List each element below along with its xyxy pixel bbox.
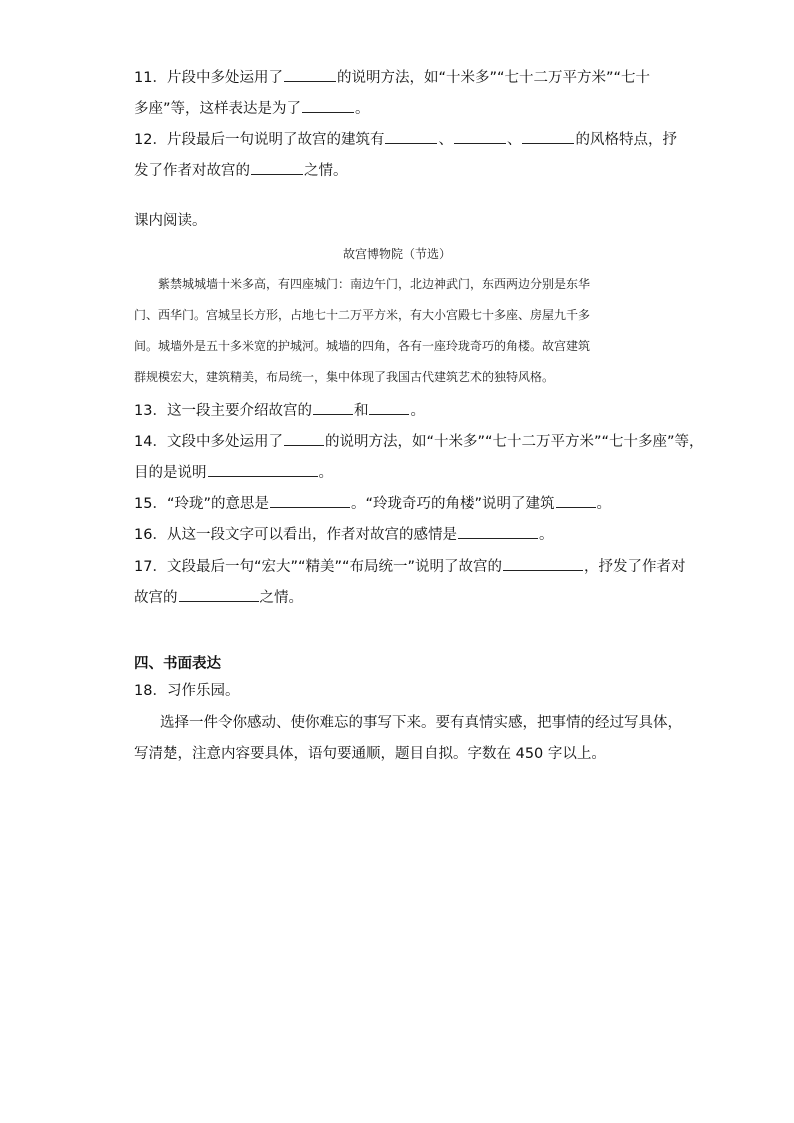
answer-blank[interactable]	[313, 400, 353, 415]
question-15	[134, 493, 674, 514]
answer-blank[interactable]	[284, 67, 336, 82]
question-14-line-2	[134, 462, 674, 483]
q11-text-d: 。	[355, 101, 370, 117]
question-18: 18．习作乐园。	[134, 683, 240, 699]
question-11-line-2	[134, 98, 674, 119]
answer-blank[interactable]	[503, 556, 583, 571]
question-16	[134, 524, 674, 545]
writing-prompt-line-2: 写清楚，注意内容要具体，语句要通顺，题目自拟。字数在 450 字以上。	[134, 746, 606, 762]
answer-blank[interactable]	[179, 587, 259, 602]
question-11-line-1	[134, 67, 674, 88]
section-heading: 四、书面表达	[134, 656, 221, 672]
q17-text-c: 故宫的	[134, 590, 178, 606]
answer-blank[interactable]	[284, 431, 324, 446]
q13-text-b: 和	[353, 403, 369, 419]
q12-text-c: 发了作者对故宫的	[134, 163, 250, 179]
answer-blank[interactable]	[369, 400, 409, 415]
q12-text-d: 之情。	[304, 163, 348, 179]
answer-blank[interactable]	[458, 524, 538, 539]
q12-text-b: 的风格特点，抒	[575, 132, 677, 148]
q16-text-b: 。	[538, 527, 554, 543]
q16-text-a: 16．从这一段文字可以看出，作者对故宫的感情是	[134, 527, 457, 543]
q15-text-b: 。“玲珑奇巧的角楼”说明了建筑	[350, 496, 555, 512]
answer-blank[interactable]	[270, 493, 350, 508]
answer-blank[interactable]	[385, 129, 437, 144]
passage-line: 群规模宏大，建筑精美，布局统一，集中体现了我国古代建筑艺术的独特风格。	[134, 370, 555, 384]
q12-text-a: 12．片段最后一句说明了故宫的建筑有	[134, 132, 385, 148]
answer-blank[interactable]	[251, 160, 303, 175]
q14-text-d: 。	[318, 465, 333, 481]
question-17-line-1	[134, 556, 686, 577]
passage-title: 故宫博物院（节选）	[342, 247, 451, 261]
question-17-line-2	[134, 587, 674, 608]
question-12-line-1	[134, 129, 677, 150]
question-13	[134, 400, 674, 421]
answer-blank[interactable]	[454, 129, 506, 144]
q11-text-a: 11．片段中多处运用了	[134, 70, 283, 86]
passage-line: 门、西华门。宫城呈长方形，占地七十二万平方米，有大小宫殿七十多座、房屋九千多	[134, 308, 591, 322]
q14-text-b: 的说明方法，如“十米多”“七十二万平方米”“七十多座”等，	[324, 434, 704, 450]
q14-text-a: 14．文段中多处运用了	[134, 434, 283, 450]
q15-text-c: 。	[596, 496, 612, 512]
answer-blank[interactable]	[522, 129, 574, 144]
q15-text-a: 15．“玲珑”的意思是	[134, 496, 269, 512]
q14-text-c: 目的是说明	[134, 465, 207, 481]
q11-text-b: 的说明方法，如“十米多”“七十二万平方米”“七十	[336, 70, 651, 86]
answer-blank[interactable]	[208, 462, 318, 477]
answer-blank[interactable]	[556, 493, 596, 508]
question-14-line-1	[134, 431, 704, 452]
answer-blank[interactable]	[302, 98, 354, 113]
question-12-line-2	[134, 160, 674, 181]
q12-sep-1: 、	[438, 132, 453, 148]
writing-prompt-line-1: 选择一件令你感动、使你难忘的事写下来。要有真情实感，把事情的经过写具体，	[160, 715, 682, 731]
section-label: 课内阅读。	[134, 213, 207, 229]
q17-text-a: 17．文段最后一句“宏大”“精美”“布局统一”说明了故宫的	[134, 559, 503, 575]
q12-sep-2: 、	[506, 132, 522, 148]
q11-text-c: 多座”等，这样表达是为了	[134, 101, 302, 117]
passage-line: 间。城墙外是五十多米宽的护城河。城墙的四角，各有一座玲珑奇巧的角楼。故宫建筑	[134, 339, 591, 353]
q17-text-d: 之情。	[259, 590, 303, 606]
q13-text-c: 。	[410, 403, 425, 419]
q17-text-b: ，抒发了作者对	[584, 559, 686, 575]
passage-line: 紫禁城城墙十米多高，有四座城门：南边午门，北边神武门，东西两边分别是东华	[158, 277, 591, 291]
q13-text-a: 13．这一段主要介绍故宫的	[134, 403, 312, 419]
